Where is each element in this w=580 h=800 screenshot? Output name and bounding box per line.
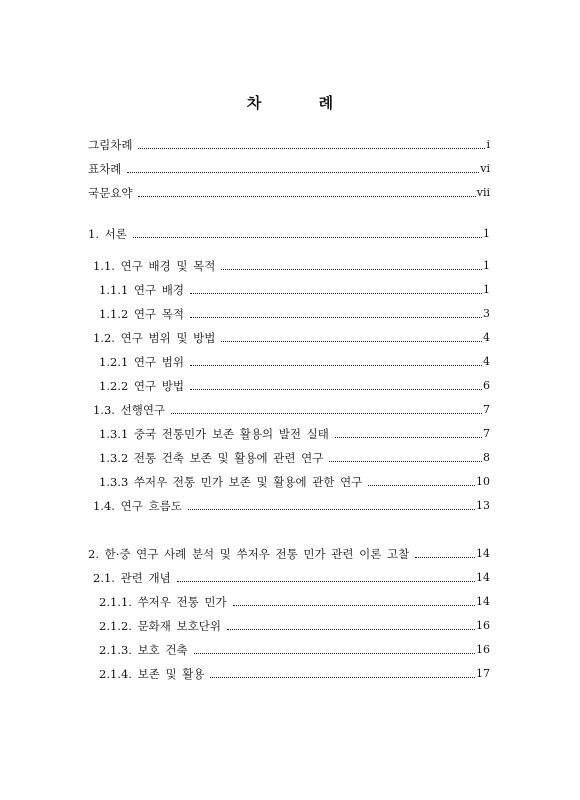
toc-entry-section-1-3-3[interactable] bbox=[99, 474, 490, 490]
toc-entry-section-1-4[interactable] bbox=[93, 498, 490, 514]
toc-dot-leader bbox=[133, 237, 482, 238]
table-of-contents bbox=[88, 0, 490, 800]
page-title: 차 례 bbox=[246, 94, 360, 112]
toc-dot-leader bbox=[233, 605, 475, 606]
toc-entry-section-1-3[interactable] bbox=[93, 402, 490, 418]
toc-entry-label: 1.1. 연구 배경 및 목적 bbox=[93, 259, 216, 273]
toc-page-number: 14 bbox=[476, 547, 490, 560]
toc-entry-label: 1.3. 선행연구 bbox=[93, 403, 166, 417]
toc-page-number: 4 bbox=[483, 355, 490, 368]
toc-entry-section-1-1[interactable] bbox=[93, 258, 490, 274]
toc-page-number: 13 bbox=[476, 499, 490, 512]
toc-entry-label: 1.2.1 연구 범위 bbox=[99, 355, 185, 369]
toc-entry-label: 1.2. 연구 범위 및 방법 bbox=[93, 331, 216, 345]
toc-entry-label: 2.1. 관련 개념 bbox=[93, 571, 171, 585]
toc-page-number: 16 bbox=[476, 619, 490, 632]
toc-page-number: 14 bbox=[476, 571, 490, 584]
toc-dot-leader bbox=[138, 196, 475, 197]
toc-dot-leader bbox=[190, 365, 482, 366]
toc-dot-leader bbox=[171, 413, 482, 414]
toc-page-number: 8 bbox=[483, 451, 490, 464]
toc-dot-leader bbox=[190, 389, 482, 390]
toc-page-number: vi bbox=[480, 162, 490, 175]
toc-page-number: 17 bbox=[476, 667, 490, 680]
toc-entry-section-2-1-4[interactable] bbox=[99, 666, 490, 682]
toc-entry-section-1-3-1[interactable] bbox=[99, 426, 490, 442]
toc-page-number: i bbox=[486, 138, 490, 151]
toc-entry-section-1-2-2[interactable] bbox=[99, 378, 490, 394]
toc-page-number: 7 bbox=[483, 403, 490, 416]
toc-entry-label: 2.1.4. 보존 및 활용 bbox=[99, 667, 205, 681]
toc-dot-leader bbox=[221, 269, 482, 270]
toc-page-number: 1 bbox=[483, 227, 490, 240]
toc-entry-section-2-1[interactable] bbox=[93, 570, 490, 586]
toc-entry-section-2-1-2[interactable] bbox=[99, 618, 490, 634]
toc-entry-chapter-1[interactable] bbox=[88, 226, 490, 242]
toc-dot-leader bbox=[415, 557, 475, 558]
toc-page-number: 1 bbox=[483, 259, 490, 272]
toc-dot-leader bbox=[190, 317, 482, 318]
toc-entry-label: 2.1.2. 문화재 보호단위 bbox=[99, 619, 221, 633]
toc-dot-leader bbox=[194, 653, 475, 654]
toc-dot-leader bbox=[335, 437, 482, 438]
toc-dot-leader bbox=[221, 341, 482, 342]
toc-entry-label: 1.1.1 연구 배경 bbox=[99, 283, 185, 297]
toc-entry-section-1-1-1[interactable] bbox=[99, 282, 490, 298]
toc-page-number: 4 bbox=[483, 331, 490, 344]
toc-entry-label: 국문요약 bbox=[88, 186, 133, 200]
toc-entry-label: 2.1.3. 보호 건축 bbox=[99, 643, 188, 657]
toc-entry-label: 표차례 bbox=[88, 162, 122, 176]
toc-page-number: vii bbox=[476, 186, 490, 199]
toc-entry-label: 2.1.1. 쑤저우 전통 민가 bbox=[99, 595, 227, 609]
toc-entry-label: 2. 한·중 연구 사례 분석 및 쑤저우 전통 민가 관련 이론 고찰 bbox=[88, 547, 410, 561]
toc-page-number: 3 bbox=[483, 307, 490, 320]
toc-dot-leader bbox=[188, 509, 475, 510]
toc-entry-label: 1.4. 연구 흐름도 bbox=[93, 499, 182, 513]
toc-entry-figure-list[interactable] bbox=[88, 137, 490, 153]
toc-entry-label: 1.3.3 쑤저우 전통 민가 보존 및 활용에 관한 연구 bbox=[99, 475, 363, 489]
toc-page-number: 14 bbox=[476, 595, 490, 608]
toc-page-number: 10 bbox=[476, 475, 490, 488]
toc-entry-section-1-2[interactable] bbox=[93, 330, 490, 346]
toc-entry-section-2-1-1[interactable] bbox=[99, 594, 490, 610]
toc-dot-leader bbox=[329, 461, 482, 462]
toc-entry-abstract[interactable] bbox=[88, 185, 490, 201]
toc-page-number: 7 bbox=[483, 427, 490, 440]
toc-dot-leader bbox=[227, 629, 475, 630]
toc-entry-label: 그림차례 bbox=[88, 138, 133, 152]
toc-dot-leader bbox=[210, 677, 475, 678]
toc-entry-label: 1.3.2 전통 건축 보존 및 활용에 관련 연구 bbox=[99, 451, 324, 465]
toc-entry-label: 1.3.1 중국 전통민가 보존 활용의 발전 실태 bbox=[99, 427, 329, 441]
toc-dot-leader bbox=[368, 485, 475, 486]
toc-page-number: 1 bbox=[483, 283, 490, 296]
toc-dot-leader bbox=[138, 148, 485, 149]
toc-entry-table-list[interactable] bbox=[88, 161, 490, 177]
toc-entry-label: 1.1.2 연구 목적 bbox=[99, 307, 185, 321]
toc-dot-leader bbox=[127, 172, 479, 173]
toc-entry-chapter-2[interactable] bbox=[88, 546, 490, 562]
toc-entry-section-1-2-1[interactable] bbox=[99, 354, 490, 370]
toc-dot-leader bbox=[190, 293, 482, 294]
toc-entry-section-1-3-2[interactable] bbox=[99, 450, 490, 466]
toc-page-number: 16 bbox=[476, 643, 490, 656]
toc-entry-section-2-1-3[interactable] bbox=[99, 642, 490, 658]
toc-page-number: 6 bbox=[483, 379, 490, 392]
toc-dot-leader bbox=[177, 581, 475, 582]
toc-entry-label: 1.2.2 연구 방법 bbox=[99, 379, 185, 393]
toc-entry-label: 1. 서론 bbox=[88, 227, 127, 241]
toc-entry-section-1-1-2[interactable] bbox=[99, 306, 490, 322]
